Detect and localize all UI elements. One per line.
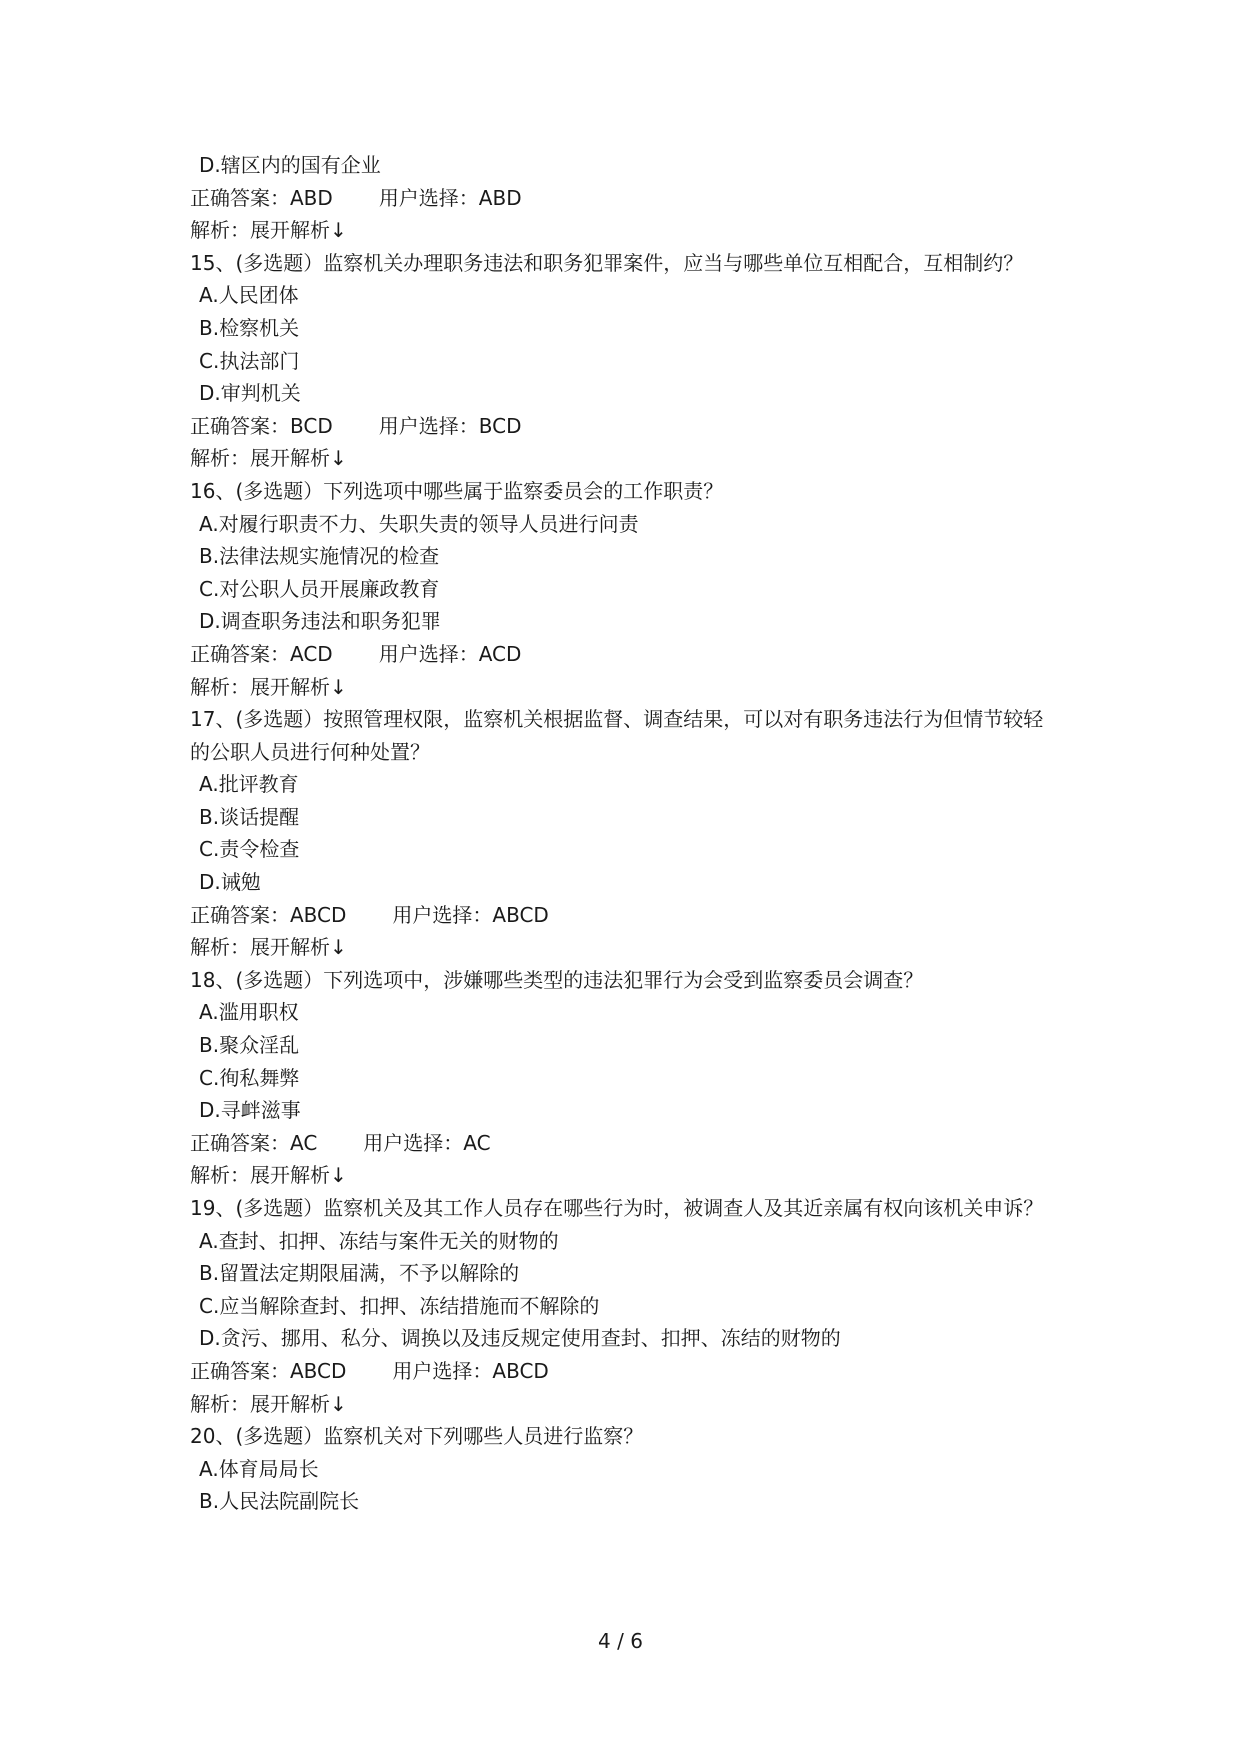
- answer-row: [190, 1127, 1060, 1160]
- option-item: A.滥用职权: [199, 1000, 299, 1025]
- analysis-toggle[interactable]: 解析：展开解析↓: [190, 935, 347, 960]
- question-text: 18、(多选题）下列选项中，涉嫌哪些类型的违法犯罪行为会受到监察委员会调查？: [190, 967, 924, 992]
- user-choice: 用户选择：ABD: [378, 185, 522, 210]
- question-text: 15、(多选题）监察机关办理职务违法和职务犯罪案件，应当与哪些单位互相配合，互相制约？: [190, 250, 1024, 275]
- option-item: B.谈话提醒: [199, 804, 300, 829]
- correct-answer: 正确答案：ABCD: [190, 1358, 347, 1383]
- option-item: A.批评教育: [199, 772, 299, 797]
- question-text: 20、(多选题）监察机关对下列哪些人员进行监察？: [190, 1424, 644, 1449]
- option-item: B.留置法定期限届满，不予以解除的: [199, 1261, 520, 1286]
- correct-answer: 正确答案：ACD: [190, 641, 333, 666]
- option-item: D.辖区内的国有企业: [199, 153, 381, 177]
- option-item: B.法律法规实施情况的检查: [199, 544, 440, 569]
- user-choice: 用户选择：BCD: [378, 413, 522, 438]
- analysis-toggle[interactable]: 解析：展开解析↓: [190, 674, 347, 699]
- question-list: [190, 149, 1060, 1518]
- option-item: A.体育局局长: [199, 1456, 319, 1481]
- correct-answer: 正确答案：ABCD: [190, 902, 347, 927]
- analysis-toggle[interactable]: 解析：展开解析↓: [190, 1391, 347, 1416]
- option-item: C.执法部门: [199, 348, 300, 373]
- answer-row: [190, 899, 1060, 932]
- correct-answer: 正确答案：ABD: [190, 185, 333, 210]
- option-item: D.诫勉: [199, 870, 261, 895]
- answer-row: [190, 410, 1060, 443]
- option-item: D.审判机关: [199, 381, 301, 406]
- correct-answer: 正确答案：AC: [190, 1130, 318, 1155]
- user-choice: 用户选择：ABCD: [392, 902, 549, 927]
- answer-row: [190, 638, 1060, 671]
- option-item: C.应当解除查封、扣押、冻结措施而不解除的: [199, 1293, 600, 1318]
- option-item: C.责令检查: [199, 837, 300, 862]
- option-item: A.查封、扣押、冻结与案件无关的财物的: [199, 1228, 559, 1253]
- answer-row: [190, 1355, 1060, 1388]
- option-item: C.徇私舞弊: [199, 1065, 300, 1090]
- option-item: B.人民法院副院长: [199, 1489, 360, 1514]
- question-text: 19、(多选题）监察机关及其工作人员存在哪些行为时，被调查人及其近亲属有权向该机关申诉？: [190, 1196, 1044, 1220]
- analysis-toggle[interactable]: 解析：展开解析↓: [190, 1163, 347, 1188]
- option-item: D.贪污、挪用、私分、调换以及违反规定使用查封、扣押、冻结的财物的: [199, 1326, 841, 1351]
- option-item: D.寻衅滋事: [199, 1098, 301, 1123]
- answer-row: [190, 182, 1060, 215]
- option-item: A.对履行职责不力、失职失责的领导人员进行问责: [199, 511, 639, 536]
- question-text: 16、(多选题）下列选项中哪些属于监察委员会的工作职责？: [190, 478, 724, 503]
- correct-answer: 正确答案：BCD: [190, 413, 333, 438]
- option-item: B.聚众淫乱: [199, 1033, 300, 1058]
- analysis-toggle[interactable]: 解析：展开解析↓: [190, 446, 347, 471]
- user-choice: 用户选择：ACD: [378, 641, 522, 666]
- user-choice: 用户选择：AC: [363, 1130, 491, 1155]
- option-item: A.人民团体: [199, 283, 299, 308]
- option-item: D.调查职务违法和职务犯罪: [199, 609, 441, 634]
- question-text: 17、(多选题）按照管理权限，监察机关根据监督、调查结果，可以对有职务违法行为但情节较轻的公职人员进行何种处置？: [190, 707, 1044, 764]
- analysis-toggle[interactable]: 解析：展开解析↓: [190, 218, 347, 243]
- page-number: 4 / 6: [598, 1629, 643, 1653]
- option-item: C.对公职人员开展廉政教育: [199, 576, 440, 601]
- user-choice: 用户选择：ABCD: [392, 1358, 549, 1383]
- option-item: B.检察机关: [199, 315, 300, 340]
